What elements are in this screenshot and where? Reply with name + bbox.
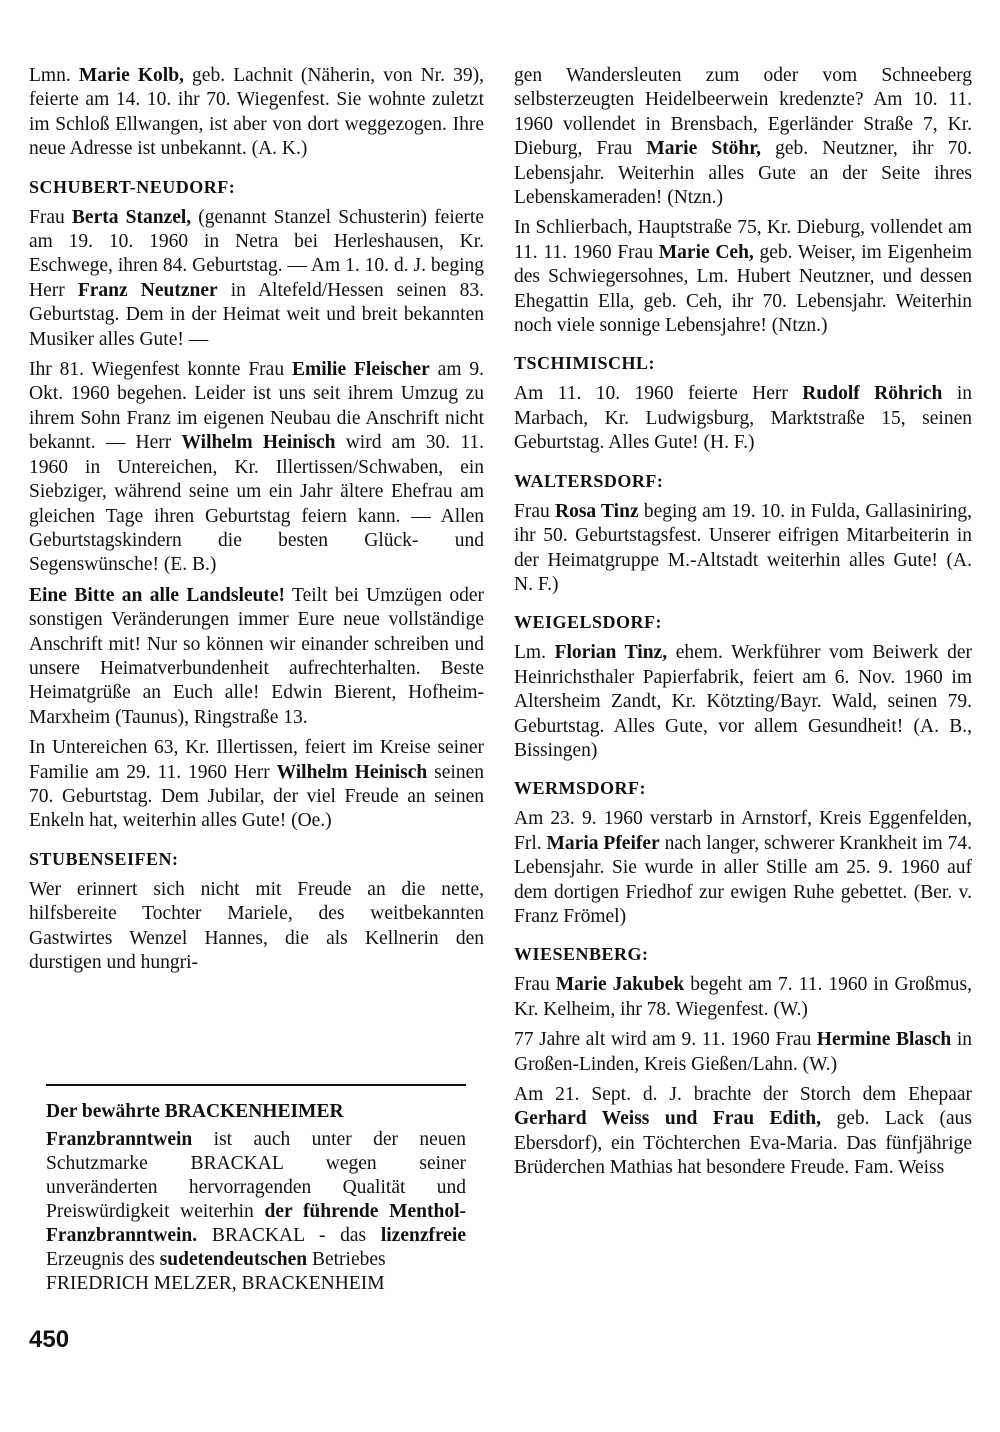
text: Frau bbox=[514, 500, 555, 522]
person-name: Emilie Fleischer bbox=[291, 359, 430, 381]
notice-wilhelm-heinisch bbox=[29, 736, 484, 834]
notice-maria-pfeifer bbox=[514, 807, 972, 929]
text: Betriebes bbox=[307, 1249, 386, 1270]
text: Am 11. 10. 1960 feierte Herr bbox=[514, 383, 803, 405]
notice-marie-stoehr bbox=[514, 64, 972, 210]
text: geb. Neutzner, ihr 70. Lebensjahr. Weiterhin alles Gute an der Seite ihres Lebenskameraden! (Ntzn.) bbox=[514, 138, 973, 209]
person-name: Florian Tinz, bbox=[554, 642, 668, 664]
section-heading-waltersdorf: WALTERSDORF: bbox=[514, 470, 664, 491]
text: Am 23. 9. 1960 verstarb in Arnstorf, Kreis Eggenfelden, Frl. bbox=[514, 808, 972, 854]
person-name: Hermine Blasch bbox=[816, 1029, 952, 1051]
notice-marie-ceh bbox=[514, 216, 972, 338]
person-name: Rudolf Röhrich bbox=[802, 383, 943, 405]
text: Frau bbox=[29, 206, 72, 228]
text: in Altefeld/Hessen seinen 83. Geburtstag. Dem in der Heimat weit und breit bekannten Musiker alles Gute! — bbox=[29, 279, 484, 350]
advertisement-brackal bbox=[46, 1084, 466, 1296]
ad-body bbox=[46, 1128, 466, 1272]
ad-claim: der führende Menthol-Franzbranntwein. bbox=[46, 1201, 466, 1246]
notice-florian-tinz bbox=[514, 641, 972, 763]
text: In Untereichen 63, Kr. Illertissen, feiert im Kreise seiner Familie am 29. 11. 1960 Herr bbox=[29, 737, 484, 783]
person-name: Maria Pfeifer bbox=[546, 832, 660, 854]
text: geb. Lachnit (Näherin, von Nr. 39), feierte am 14. 10. ihr 70. Wiegenfest. Sie wohnte zuletzt im Schloß Ellwangen, ist aber von dort weggezogen. Ihre neue Adresse ist unbekannt. (A. K.) bbox=[29, 65, 484, 160]
request-heading: Eine Bitte an alle Landsleute! bbox=[29, 584, 286, 606]
person-name: Gerhard Weiss und Frau Edith, bbox=[514, 1108, 822, 1130]
notice-rudolf-roehrich bbox=[514, 382, 972, 455]
text: (genannt Stanzel Schusterin) feierte am 19. 10. 1960 in Netra bei Herleshausen, Kr. Eschwege, ihren 84. Geburtstag. — Am 1. 10. d. J. beging Herr bbox=[29, 206, 484, 301]
section-heading-wermsdorf: WERMSDORF: bbox=[514, 778, 646, 799]
notice-marie-kolb bbox=[29, 64, 484, 162]
text-bold: lizenzfreie bbox=[380, 1225, 466, 1246]
text-bold: sudetendeutschen bbox=[159, 1249, 308, 1270]
person-name: Franz Neutzner bbox=[77, 279, 218, 301]
right-column bbox=[514, 64, 972, 1187]
text: geb. Lack (aus Ebersdorf), ein Töchterchen Eva-Maria. Das fünfjährige Brüderchen Mathias hat besondere Freude. Fam. Weiss bbox=[514, 1108, 972, 1179]
ad-title: Der bewährte BRACKENHEIMER bbox=[46, 1101, 344, 1122]
notice-gerhard-weiss bbox=[514, 1083, 972, 1181]
text: Lmn. bbox=[29, 65, 79, 86]
notice-emilie-fleischer bbox=[29, 358, 484, 578]
person-name: Wilhelm Heinisch bbox=[181, 432, 336, 454]
notice-mariele: Wer erinnert sich nicht mit Freude an die nette, hilfsbereite Tochter Mariele, des weitbekannten Gastwirtes Wenzel Hannes, die als Kellnerin den durstigen und hungri- bbox=[29, 878, 484, 973]
notice-rosa-tinz bbox=[514, 500, 972, 598]
ad-company: FRIEDRICH MELZER, BRACKENHEIM bbox=[46, 1273, 385, 1294]
text: seinen 70. Geburtstag. Dem Jubilar, der viel Freude an seinen Enkeln hat, weiterhin alles Gute! (Oe.) bbox=[29, 761, 484, 832]
notice-request-landsleute bbox=[29, 584, 484, 730]
text: Am 21. Sept. d. J. brachte der Storch dem Ehepaar bbox=[514, 1084, 972, 1105]
text: geb. Weiser, im Eigenheim des Schwiegersohnes, Lm. Hubert Neutzner, und dessen Ehegattin Ella, geb. Ceh, ihr 70. Lebensjahr. Weiterhin noch viele sonnige Lebensjahre! (Ntzn.) bbox=[514, 241, 972, 337]
notice-marie-jakubek bbox=[514, 973, 972, 1022]
left-column bbox=[29, 64, 484, 981]
product-name: Franzbranntwein bbox=[46, 1129, 193, 1150]
notice-hermine-blasch bbox=[514, 1028, 972, 1077]
text: Frau bbox=[514, 974, 556, 996]
section-heading-wiesenberg: WIESENBERG: bbox=[514, 944, 649, 965]
text: BRACKAL - das bbox=[197, 1225, 381, 1246]
person-name: Marie Stöhr, bbox=[646, 138, 762, 160]
text: Ihr 81. Wiegenfest konnte Frau bbox=[29, 359, 292, 381]
person-name: Wilhelm Heinisch bbox=[276, 761, 428, 783]
section-heading-schubert-neudorf: SCHUBERT-NEUDORF: bbox=[29, 176, 236, 197]
notice-berta-stanzel bbox=[29, 206, 484, 352]
section-heading-weigelsdorf: WEIGELSDORF: bbox=[514, 612, 663, 633]
text: 77 Jahre alt wird am 9. 11. 1960 Frau bbox=[514, 1029, 817, 1051]
text: in Großen-Linden, Kreis Gießen/Lahn. (W.) bbox=[514, 1029, 972, 1075]
text: Lm. bbox=[514, 642, 555, 664]
text: In Schlierbach, Hauptstraße 75, Kr. Dieburg, vollendet am 11. 11. 1960 Frau bbox=[514, 217, 972, 263]
text: gen Wandersleuten zum oder vom Schneeberg selbsterzeugten Heidelbeerwein kredenzte? Am 10. 11. 1960 vollendet in Brensbach, Egerländer Straße 7, Kr. Dieburg, Frau bbox=[514, 65, 972, 160]
text: am 9. Okt. 1960 begehen. Leider ist uns seit ihrem Umzug zu ihrem Sohn Franz im eigenen Neubau die Anschrift nicht bekannt. — Herr bbox=[29, 359, 484, 454]
text: Teilt bei Umzügen oder sonstigen Veränderungen immer Eure neue vollständige Anschrift mit! Nur so können wir einander schreiben und unsere Heimatverbundenheit aufrechterhalten. Beste Heimatgrüße an Euch alle! Edwin Bierent, Hofheim-Marxheim (Taunus), Ringstraße 13. bbox=[29, 584, 484, 728]
text: beging am 19. 10. in Fulda, Gallasiniring, ihr 50. Geburtstagsfest. Unserer eifrigen Mitarbeiterin in der Heimatgruppe M.-Altstadt weiterhin alles Gute! (A. N. F.) bbox=[514, 500, 973, 595]
person-name: Rosa Tinz bbox=[554, 500, 639, 522]
person-name: Marie Kolb, bbox=[78, 65, 184, 86]
person-name: Marie Ceh, bbox=[658, 241, 754, 263]
page-number: 450 bbox=[29, 1326, 70, 1353]
text: ehem. Werkführer vom Beiwerk der Heinrichsthaler Papierfabrik, feiert am 6. Nov. 1960 im Altersheim Zandt, Kr. Kötzting/Bayr. Wald, seinen 79. Geburtstag. Alles Gute, vor allem Gesundheit! (A. B., Bissingen) bbox=[514, 642, 972, 761]
person-name: Marie Jakubek bbox=[555, 974, 685, 996]
text: in Marbach, Kr. Ludwigsburg, Marktstraße 15, seinen Geburtstag. Alles Gute! (H. F.) bbox=[514, 383, 972, 454]
text: begeht am 7. 11. 1960 in Großmus, Kr. Kelheim, ihr 78. Wiegenfest. (W.) bbox=[514, 974, 973, 1020]
text: Erzeugnis des bbox=[46, 1249, 160, 1270]
section-heading-tschimischl: TSCHIMISCHL: bbox=[514, 353, 656, 374]
person-name: Berta Stanzel, bbox=[71, 206, 192, 228]
section-heading-stubenseifen: STUBENSEIFEN: bbox=[29, 848, 179, 869]
text: wird am 30. 11. 1960 in Untereichen, Kr. Illertissen/Schwaben, ein Siebziger, während seine um ein Jahr ältere Ehefrau am gleichen Tage ihren Geburtstag feiern kann. — Allen Geburtstagskindern die besten Glück- und Segenswünsche! (E. B.) bbox=[29, 432, 484, 576]
text: ist auch unter der neuen Schutzmarke BRACKAL wegen seiner unveränderten hervorragenden Qualität und Preiswürdigkeit weiterhin bbox=[46, 1129, 466, 1222]
text: nach langer, schwerer Krankheit im 74. Lebensjahr. Sie wurde in aller Stille am 25. 9. 1960 auf dem dortigen Friedhof zur ewigen Ruhe gebettet. (Ber. v. Franz Frömel) bbox=[514, 832, 972, 927]
